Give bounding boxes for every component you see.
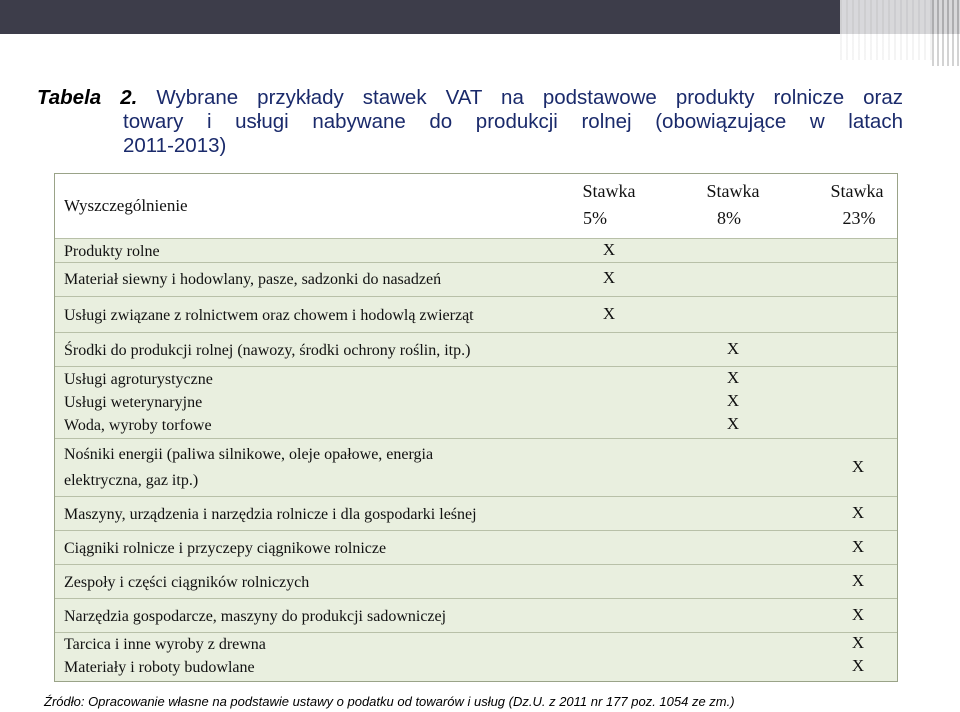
mark-rate-8: X	[726, 414, 740, 433]
mark-rate-23: X	[851, 571, 865, 590]
table-row	[55, 496, 897, 531]
vat-rates-table	[54, 173, 898, 682]
top-banner	[0, 0, 960, 34]
decorative-stripes	[840, 0, 960, 60]
mark-rate-5: X	[602, 240, 616, 259]
table-row	[55, 656, 897, 681]
header-rate-23-word: Stawka	[830, 181, 884, 201]
mark-rate-23: X	[851, 633, 865, 652]
row-label: Usługi weterynaryjne	[64, 394, 203, 411]
source-note: Źródło: Opracowanie własne na podstawie ustawy o podatku od towarów i usług (Dz.U. z 2011 nr 177 poz. 1054 ze zm.)	[44, 694, 735, 709]
caption-lead: Tabela 2.	[37, 86, 138, 109]
table-row	[55, 414, 897, 438]
header-description: Wyszczególnienie	[64, 196, 188, 215]
table-row	[55, 262, 897, 297]
row-label: Środki do produkcji rolnej (nawozy, środki ochrony roślin, itp.)	[64, 342, 471, 359]
row-label-line-1: Nośniki energii (paliwa silnikowe, oleje opałowe, energia	[64, 446, 434, 463]
row-label: Woda, wyroby torfowe	[64, 417, 212, 434]
table-header-row	[55, 174, 897, 238]
caption-line-2: towary i usługi nabywane do produkcji rolnej (obowiązujące w latach	[123, 110, 903, 133]
table-row	[55, 438, 897, 497]
row-label: Usługi agroturystyczne	[64, 371, 213, 388]
header-rate-23-pct: 23%	[842, 208, 876, 228]
table-row	[55, 332, 897, 367]
mark-rate-8: X	[726, 339, 740, 358]
row-label: Ciągniki rolnicze i przyczepy ciągnikowe rolnicze	[64, 540, 387, 557]
caption-line-1	[37, 86, 903, 110]
table-row	[55, 296, 897, 333]
table-row	[55, 564, 897, 599]
row-label: Materiał siewny i hodowlany, pasze, sadzonki do nasadzeń	[64, 271, 442, 288]
mark-rate-5: X	[602, 304, 616, 323]
header-rate-5-pct: 5%	[583, 208, 607, 228]
row-label-line-2: elektryczna, gaz itp.)	[64, 472, 199, 489]
caption-text-1: Wybrane przykłady stawek VAT na podstawowe produkty rolnicze oraz	[156, 86, 903, 109]
mark-rate-8: X	[726, 391, 740, 410]
table-caption	[37, 86, 903, 158]
decorative-stripes-inner	[932, 0, 960, 66]
row-label: Zespoły i części ciągników rolniczych	[64, 574, 310, 591]
header-rate-8	[683, 178, 783, 232]
mark-rate-23: X	[851, 605, 865, 624]
mark-rate-23: X	[851, 537, 865, 556]
table-row	[55, 632, 897, 657]
table-row	[55, 366, 897, 391]
table-row	[55, 530, 897, 565]
table-row	[55, 598, 897, 633]
table-row	[55, 238, 897, 263]
caption-line-3: 2011-2013)	[123, 134, 227, 157]
header-rate-5-word: Stawka	[582, 181, 636, 201]
row-label: Materiały i roboty budowlane	[64, 659, 255, 676]
header-rate-8-word: Stawka	[706, 181, 760, 201]
row-label: Produkty rolne	[64, 243, 160, 260]
header-rate-8-pct: 8%	[717, 208, 741, 228]
mark-rate-8: X	[726, 368, 740, 387]
header-rate-5	[559, 178, 659, 232]
table-row	[55, 390, 897, 414]
mark-rate-23: X	[851, 656, 865, 675]
row-label: Usługi związane z rolnictwem oraz chowem i hodowlą zwierząt	[64, 307, 474, 324]
header-rate-23	[807, 178, 907, 232]
mark-rate-23: X	[851, 457, 865, 476]
row-label: Narzędzia gospodarcze, maszyny do produkcji sadowniczej	[64, 608, 447, 625]
mark-rate-5: X	[602, 268, 616, 287]
row-label: Tarcica i inne wyroby z drewna	[64, 636, 266, 653]
row-label: Maszyny, urządzenia i narzędzia rolnicze i dla gospodarki leśnej	[64, 506, 477, 523]
mark-rate-23: X	[851, 503, 865, 522]
